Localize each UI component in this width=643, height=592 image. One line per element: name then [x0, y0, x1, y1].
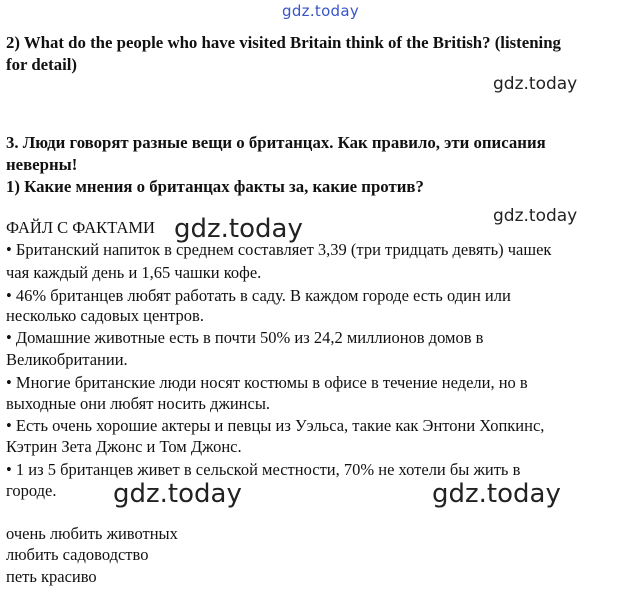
- fact-line: • 46% британцев любят работать в саду. В каждом городе есть один или: [6, 286, 511, 305]
- fact-line: • Британский напиток в среднем составляет 3,39 (три тридцать девять) чашек: [6, 240, 552, 259]
- watermark-center: gdz.today: [174, 214, 303, 244]
- fact-line: чая каждый день и 1,65 чашки кофе.: [6, 263, 262, 282]
- fact-line: Кэтрин Зета Джонс и Том Джонс.: [6, 437, 242, 456]
- answer-line: очень любить животных: [6, 524, 178, 543]
- fact-line: • Есть очень хорошие актеры и певцы из Уэльса, такие как Энтони Хопкинс,: [6, 416, 545, 435]
- section3-question: 1) Какие мнения о британцах факты за, какие против?: [6, 177, 424, 196]
- fact-line: несколько садовых центров.: [6, 306, 204, 325]
- section3-heading-line2: неверны!: [6, 155, 78, 174]
- fact-line: Великобритании.: [6, 350, 128, 369]
- fact-line: городе.: [6, 481, 57, 500]
- watermark-right-1: gdz.today: [493, 74, 578, 94]
- watermark-right-2: gdz.today: [493, 206, 578, 226]
- fact-line: • 1 из 5 британцев живет в сельской местности, 70% не хотели бы жить в: [6, 460, 521, 479]
- answer-line: петь красиво: [6, 567, 97, 586]
- section3-heading-line1: 3. Люди говорят разные вещи о британцах. Как правило, эти описания: [6, 133, 546, 152]
- watermark-top: gdz.today: [282, 2, 360, 20]
- answer-line: любить садоводство: [6, 545, 149, 564]
- watermark-bottom-left: gdz.today: [113, 479, 242, 509]
- section2-heading-line1: 2) What do the people who have visited Britain think of the British? (listening: [6, 33, 561, 52]
- fact-line: • Многие британские люди носят костюмы в офисе в течение недели, но в: [6, 373, 528, 392]
- fact-line: выходные они любят носить джинсы.: [6, 394, 271, 413]
- fact-line: • Домашние животные есть в почти 50% из 24,2 миллионов домов в: [6, 328, 484, 347]
- section2-heading-line2: for detail): [6, 55, 77, 74]
- fact-file-title: ФАЙЛ С ФАКТАМИ: [6, 218, 155, 237]
- watermark-bottom-right: gdz.today: [432, 479, 561, 509]
